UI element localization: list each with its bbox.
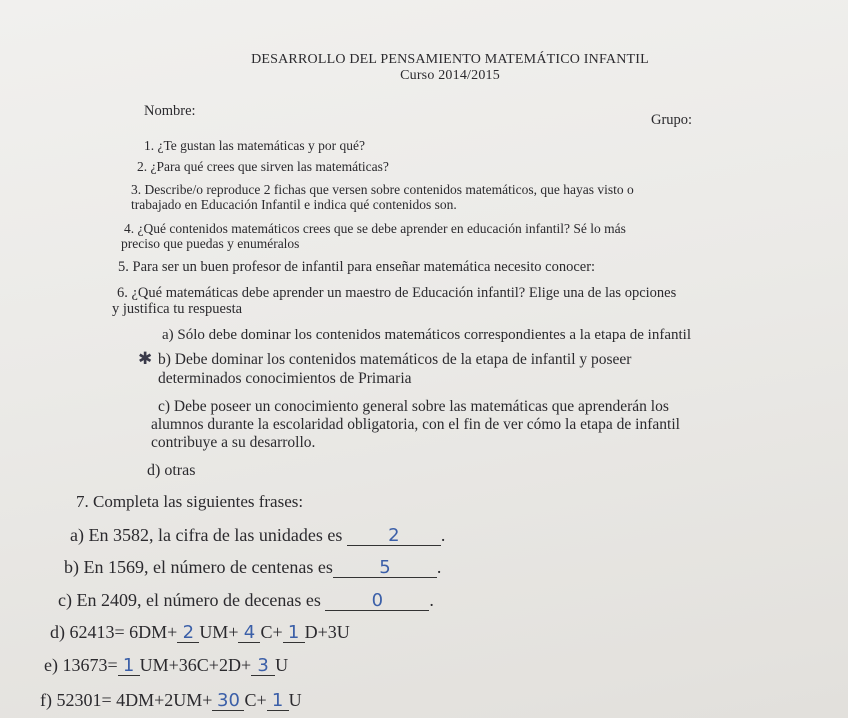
q7-c-text: c) En 2409, el número de decenas es xyxy=(58,590,321,610)
name-label: Nombre: xyxy=(144,103,196,119)
option-c-line-2: alumnos durante la escolaridad obligatoria, con el fin de ver cómo la etapa de infantil xyxy=(151,416,680,433)
question-6-line-2: y justifica tu respuesta xyxy=(112,301,243,317)
q7-a-answer-field[interactable] xyxy=(347,526,441,546)
question-3-line-1: 3. Describe/o reproduce 2 fichas que versen sobre contenidos matemáticos, que hayas visto o xyxy=(131,182,634,197)
q7-f-answer-1-field[interactable] xyxy=(212,691,244,711)
q7-d-answer-2: 4 xyxy=(243,622,256,643)
q7-f-mid-1: C+ xyxy=(244,690,267,710)
q7-e-answer-1: 1 xyxy=(122,655,135,676)
q7-f-answer-2-field[interactable] xyxy=(267,691,289,711)
q7-e-answer-2-field[interactable] xyxy=(251,656,275,676)
q7-a-answer: 2 xyxy=(388,525,400,546)
question-6-line-1: 6. ¿Qué matemáticas debe aprender un maestro de Educación infantil? Elige una de las opciones xyxy=(117,285,677,301)
q7-d-end: D+3U xyxy=(304,622,350,642)
q7-d-mid-2: C+ xyxy=(260,622,283,642)
question-4-line-2: preciso que puedas y enuméralos xyxy=(121,236,300,251)
q7-e-end: U xyxy=(275,655,289,675)
q7-f-end: U xyxy=(288,690,302,710)
option-c-line-1: c) Debe poseer un conocimiento general sobre las matemáticas que aprenderán los xyxy=(158,398,669,415)
question-3-line-2: trabajado en Educación Infantil e indica qué contenidos son. xyxy=(131,197,457,212)
question-7-heading: 7. Completa las siguientes frases: xyxy=(76,492,304,511)
q7-d-answer-2-field[interactable] xyxy=(238,623,260,643)
q7-e-answer-1-field[interactable] xyxy=(118,656,140,676)
q7-f-answer-2: 1 xyxy=(271,690,284,711)
q7-b-period: . xyxy=(436,557,442,577)
option-d: d) otras xyxy=(147,462,196,479)
q7-d-answer-1: 2 xyxy=(182,622,195,643)
option-a: a) Sólo debe dominar los contenidos matemáticos correspondientes a la etapa de infantil xyxy=(162,327,691,343)
question-4-line-1: 4. ¿Qué contenidos matemáticos crees que se debe aprender en educación infantil? Sé lo más xyxy=(124,221,626,236)
q7-f-prefix: f) 52301= 4DM+2UM+ xyxy=(40,690,213,710)
course-label: Curso 2014/2015 xyxy=(400,68,500,83)
option-b-line-2: determinados conocimientos de Primaria xyxy=(158,370,412,387)
q7-a-text: a) En 3582, la cifra de las unidades es xyxy=(70,525,343,545)
q7-e-mid-1: UM+36C+2D+ xyxy=(139,655,252,675)
q7-item-a xyxy=(70,525,445,546)
q7-c-period: . xyxy=(429,590,434,610)
q7-b-text: b) En 1569, el número de centenas es xyxy=(64,557,333,577)
q7-d-answer-3: 1 xyxy=(287,622,300,643)
q7-item-f xyxy=(40,690,302,711)
q7-d-mid-1: UM+ xyxy=(199,622,239,642)
q7-b-answer: 5 xyxy=(379,557,391,578)
option-c-line-3: contribuye a su desarrollo. xyxy=(151,434,316,451)
q7-c-answer-field[interactable] xyxy=(325,591,429,611)
q7-d-prefix: d) 62413= 6DM+ xyxy=(50,622,178,642)
q7-d-answer-3-field[interactable] xyxy=(283,623,305,643)
q7-item-c xyxy=(58,590,434,611)
asterisk-mark-icon: ✱ xyxy=(138,349,153,368)
group-label: Grupo: xyxy=(651,112,693,128)
q7-item-b xyxy=(64,557,441,578)
q7-item-d xyxy=(50,622,350,643)
q7-c-answer: 0 xyxy=(371,590,384,611)
q7-e-prefix: e) 13673= xyxy=(44,655,118,675)
question-5: 5. Para ser un buen profesor de infantil para enseñar matemática necesito conocer: xyxy=(118,259,596,275)
question-2: 2. ¿Para qué crees que sirven las matemáticas? xyxy=(137,159,389,174)
q7-d-answer-1-field[interactable] xyxy=(177,623,199,643)
q7-f-answer-1: 30 xyxy=(217,690,240,711)
q7-a-period: . xyxy=(440,525,446,545)
q7-item-e xyxy=(44,655,288,676)
option-b-line-1: b) Debe dominar los contenidos matemáticos de la etapa de infantil y poseer xyxy=(158,351,632,368)
document-title: DESARROLLO DEL PENSAMIENTO MATEMÁTICO INFANTIL xyxy=(251,52,649,67)
q7-e-answer-2: 3 xyxy=(257,655,269,676)
question-1: 1. ¿Te gustan las matemáticas y por qué? xyxy=(144,138,365,153)
q7-b-answer-field[interactable] xyxy=(333,558,437,578)
